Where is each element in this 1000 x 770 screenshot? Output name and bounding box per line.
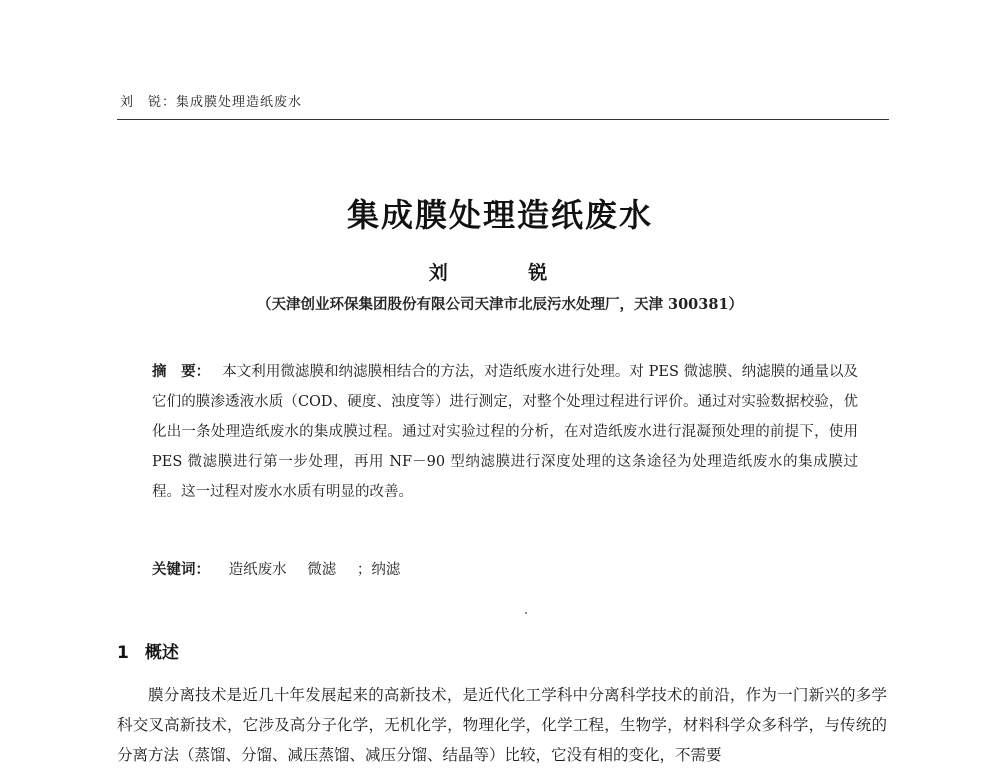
keywords-label: 关键词： <box>152 562 210 578</box>
paper-title: 集成膜处理造纸废水 <box>346 196 653 234</box>
section-title: 概述 <box>144 643 179 663</box>
abstract-label: 摘 要： <box>152 364 211 380</box>
abstract-text: 本文利用微滤膜和纳滤膜相结合的方法，对造纸废水进行处理。对 PES 微滤膜、纳滤膜的通量以及它们的膜渗透液水质（COD、硬度、浊度等）进行测定，对整个处理过程进行评价。通过对实验数据校验，优化出一条处理造纸废水的集成膜过程。通过对实验过程的分析，在对造纸废水进行混凝预处理的前提下，使用 PES 微滤膜进行第一步处理，再用 NF－90 型纳滤膜进行深度处理的这条途径为处理造纸废水的集成膜过程。这一过程对废水水质有明显的改善。 <box>152 364 859 500</box>
header-rule <box>117 119 889 120</box>
running-head: 刘 锐：集成膜处理造纸废水 <box>120 95 303 110</box>
body-paragraph: 膜分离技术是近几十年发展起来的高新技术，是近代化工学科中分离科学技术的前沿，作为一门新兴的多学科交叉高新技术，它涉及高分子化学，无机化学，物理化学，化学工程，生物学，材料科学众多科学，与传统的分离方法（蒸馏、分馏、减压蒸馏、减压分馏、结晶等）比较，它没有相的变化，不需要 <box>117 686 887 764</box>
keywords <box>152 558 416 579</box>
abstract <box>152 357 858 507</box>
stray-mark <box>525 612 527 614</box>
keyword-item: ；纳滤 <box>356 562 401 578</box>
author-affiliation: （天津创业环保集团股份有限公司天津市北辰污水处理厂，天津 300381） <box>256 296 744 313</box>
keyword-item: 微滤 <box>307 562 337 578</box>
section-number: 1 <box>117 643 129 663</box>
author-name: 刘 锐 <box>428 262 572 284</box>
section-heading <box>117 638 179 663</box>
keyword-item: 造纸废水 <box>228 562 287 578</box>
